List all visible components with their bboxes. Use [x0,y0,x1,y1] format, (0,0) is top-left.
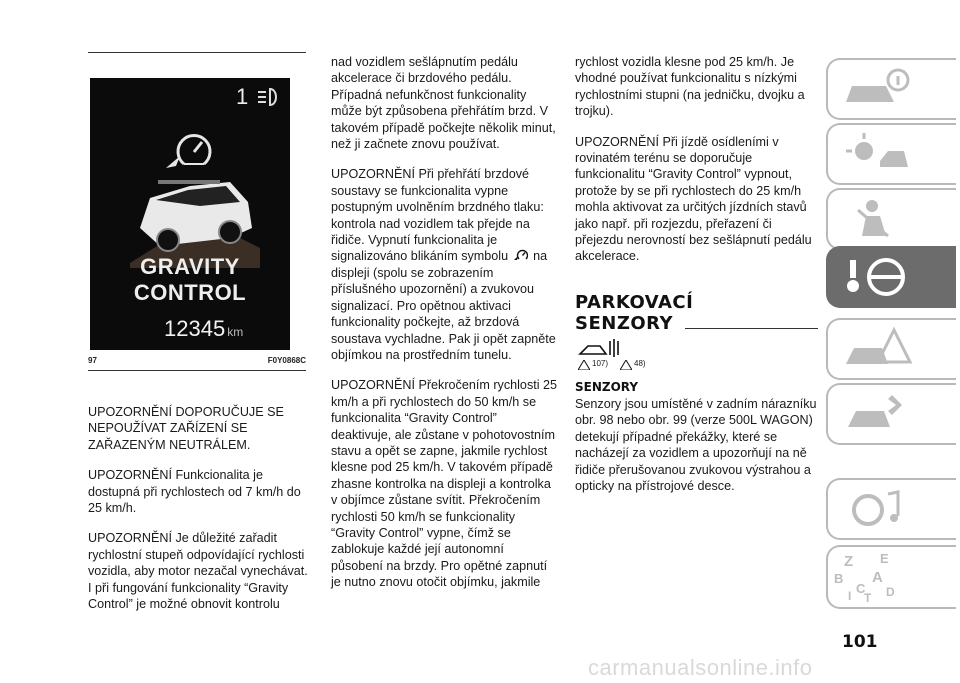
odometer-value: 12345 [164,316,226,341]
tab-car-info[interactable] [826,58,956,120]
watermark: carmanualsonline.info [588,655,813,680]
reference-2: 48) [634,359,646,368]
figure-code: F0Y0868C [267,356,306,365]
warning-triangle-icon [620,360,632,370]
tab-index[interactable] [826,545,956,609]
odometer-unit: km [227,325,244,339]
figure-caption [88,356,306,368]
reference-1: 107) [592,359,609,368]
index-letter: D [886,585,895,599]
car-info-icon [842,66,912,112]
warning-icon [842,326,912,372]
paragraph: UPOZORNĚNÍ Je důležité zařadit rychlostní stupeň odpovídající rychlosti vozidla, aby motor nezačal vynechávat. I při fungování funkcionality “Gravity Control” je možné obnovit kontrolu [88,531,308,612]
column-3 [575,54,818,279]
figure-dashboard-display [90,78,290,350]
tab-multimedia[interactable] [826,478,956,540]
tab-driving[interactable] [826,246,956,308]
index-letter: E [880,551,889,566]
gravity-control-icon [162,126,218,172]
index-letter: A [872,569,883,586]
driving-icon [842,254,912,300]
paragraph: nad vozidlem sešlápnutím pedálu akcelerace či brzdového pedálu. Případná nefunkčnost funkcionality může být způsobena přehřátím brzd. V takovém případě počkejte několik minut, než ji začnete znovu používat. [331,55,556,152]
tab-safety[interactable] [826,188,956,250]
service-icon [842,391,912,437]
section-icons [578,338,818,368]
warning-triangle-icon [578,360,590,370]
paragraph: UPOZORNĚNÍ Překročením rychlosti 25 km/h a při rychlostech do 50 km/h se funkcionalita “Gravity Control” deaktivuje, ale zůstane v pohotovostním stavu a opět se zapne, jakmile rychlost klesne pod 25 km/h. V takovém případě zhasne kontrolka na displeji a kontrolka v objímce zůstane svítit. Překročením rychlosti 50 km/h se funkcionality “Gravity Control” vypne, čímž se zablokuje každé její autonomní působení na brzdy. Pro opětné zapnutí je nutno znovu otočit objímku, jakmile [331,378,558,590]
column-2 [331,54,559,605]
fog-light-icon [256,86,282,108]
parking-sensor-icon [578,338,622,358]
lights-icon [842,131,912,177]
index-letter: C [856,581,866,596]
index-letter: T [864,591,872,605]
paragraph: Senzory jsou umístěné v zadním nárazníku obr. 98 nebo obr. 99 (verze 500L WAGON) detekují případné překážky, které se nacházejí za vozidlem a upozorňují na ně řidiče přerušovanou zvukovou výstrahou a opticky na přístrojové desce. [575,397,817,494]
index-letter: I [848,589,852,603]
multimedia-icon [842,486,912,532]
top-rule [88,52,306,53]
figure-number: 97 [88,356,97,365]
safety-icon [842,196,912,242]
odometer [164,316,243,342]
paragraph: rychlost vozidla klesne pod 25 km/h. Je vhodné používat funkcionalitu s nízkými rychlostními stupni (na jedničku, dvojku a trojku). [575,55,805,119]
section-rule [685,328,818,329]
page-number: 101 [842,632,878,652]
section-title: PARKOVACÍ SENZORY [575,292,694,334]
figure-rule [88,370,306,371]
paragraph: UPOZORNĚNÍ Při jízdě osídleními v rovinatém terénu se doporučuje funkcionalitu “Gravity Control” vypnout, protože by se při rychlostech do 25 km/h mohla aktivovat za určitých jízdních stavů jako např. při rozjezdu, přeřazení či přejezdu nerovností bez sešlápnutí pedálu akcelerace. [575,134,812,264]
gear-indicator: 1 [236,84,249,109]
paragraph-with-symbol [331,166,559,363]
car-image [130,168,260,268]
paragraph-text: UPOZORNĚNÍ Při přehřátí brzdové soustavy se funkcionalita vypne postupným uvolněním brzdného tlaku: kontrola nad vozidlem tak přejde na řidiče. Vypnutí funkcionalita je signalizováno blikáním symbolu [331,167,544,264]
column-3-lower [575,396,818,508]
index-letter: Z [844,553,854,570]
index-letter: B [834,571,844,586]
subheading: SENZORY [575,380,639,394]
paragraph: UPOZORNĚNÍ DOPORUČUJE SE NEPOUŽÍVAT ZAŘÍZENÍ SE ZAŘAZENÝM NEUTRÁLEM. [88,405,284,452]
paragraph-text: na displeji (spolu se zobrazením příslušného upozornění) a zvukovou signalizací. Pro opětnou aktivaci funkcionality počkejte, až brzdová soustava vychladne. Pak ji opět zapněte objímkou na prostředním tunelu. [331,249,556,362]
column-1 [88,404,308,626]
tab-lights[interactable] [826,123,956,185]
paragraph: UPOZORNĚNÍ Funkcionalita je dostupná při rychlostech od 7 km/h do 25 km/h. [88,468,301,516]
tab-service[interactable] [826,383,956,445]
display-title: GRAVITY CONTROL [133,254,247,305]
gravity-control-symbol-icon [514,249,528,261]
tab-warning[interactable] [826,318,956,380]
